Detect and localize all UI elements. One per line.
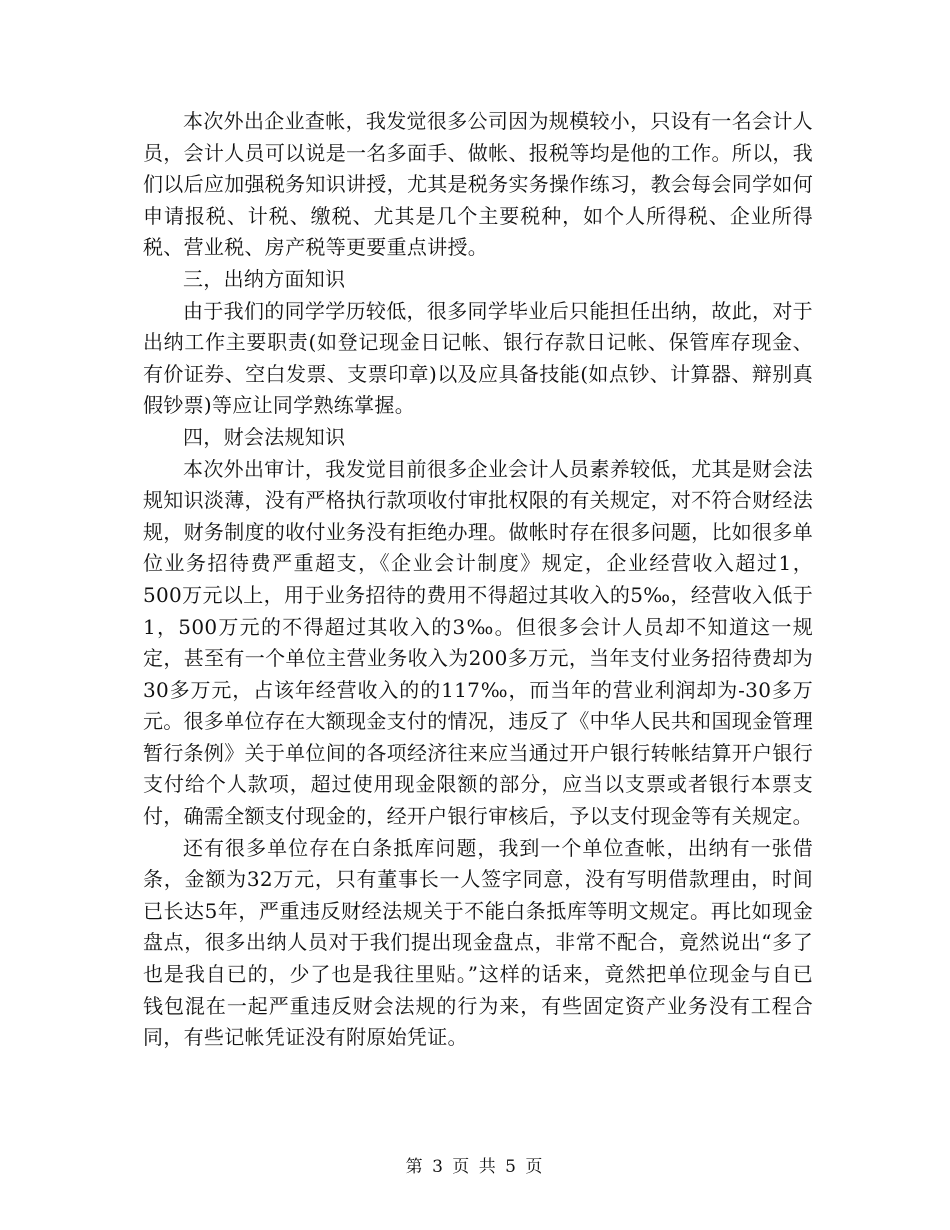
footer-page-number: 3: [432, 1157, 445, 1177]
heading-cashier-knowledge: 三，出纳方面知识: [183, 266, 346, 291]
paragraph-iou-issues: 还有很多单位存在白条抵库问题，我到一个单位查帐，出纳有一张借条，金额为32万元，只有董事长一人签字同意，没有写明借款理由，时间已长达5年，严重违反财经法规关于不能白条抵库等明文规定。再比如现金盘点，很多出纳人员对于我们提出现金盘点，非常不配合，竟然说出“多了也是我自已的，少了也是我往里贴。”这样的话来，竟然把单位现金与自已钱包混在一起严重违反财会法规的行为来，有些固定资产业务没有工程合同，有些记帐凭证没有附原始凭证。: [143, 835, 813, 1050]
footer-suffix: 页: [525, 1157, 545, 1177]
heading-finance-regulations: 四，财会法规知识: [183, 424, 346, 449]
document-body: [143, 106, 813, 1054]
page-footer: [0, 1152, 950, 1177]
paragraph-audit-findings: 本次外出审计，我发觉目前很多企业会计人员素养较低，尤其是财会法规知识淡薄，没有严格执行款项收付审批权限的有关规定，对不符合财经法规，财务制度的收付业务没有拒绝办理。做帐时存在很多问题，比如很多单位业务招待费严重超支，《企业会计制度》规定，企业经营收入超过1，500万元以上，用于业务招待的费用不得超过其收入的5‰，经营收入低于1，500万元的不得超过其收入的3‰。但很多会计人员却不知道这一规定，甚至有一个单位主营业务收入为200多万元，当年支付业务招待费却为30多万元，占该年经营收入的的117‰，而当年的营业利润却为-30多万元。很多单位存在大额现金支付的情况，违反了《中华人民共和国现金管理暂行条例》关于单位间的各项经济往来应当通过开户银行转帐结算开户银行支付给个人款项，超过使用现金限额的部分，应当以支票或者银行本票支付，确需全额支付现金的，经开户银行审核后，予以支付现金等有关规定。: [143, 456, 813, 829]
footer-prefix: 第: [405, 1157, 425, 1177]
paragraph-tax-knowledge: 本次外出企业查帐，我发觉很多公司因为规模较小，只设有一名会计人员，会计人员可以说是一名多面手、做帐、报税等均是他的工作。所以，我们以后应加强税务知识讲授，尤其是税务实务操作练习，教会每会同学如何申请报税、计税、缴税、尤其是几个主要税种，如个人所得税、企业所得税、营业税、房产税等更要重点讲授。: [143, 109, 813, 260]
footer-middle: 页 共: [452, 1157, 498, 1177]
footer-total-pages: 5: [505, 1157, 518, 1177]
paragraph-cashier-duties: 由于我们的同学学历较低，很多同学毕业后只能担任出纳，故此，对于出纳工作主要职责(如登记现金日记帐、银行存款日记帐、保管库存现金、有价证券、空白发票、支票印章)以及应具备技能(如点钞、计算器、辩别真假钞票)等应让同学熟练掌握。: [143, 298, 813, 418]
